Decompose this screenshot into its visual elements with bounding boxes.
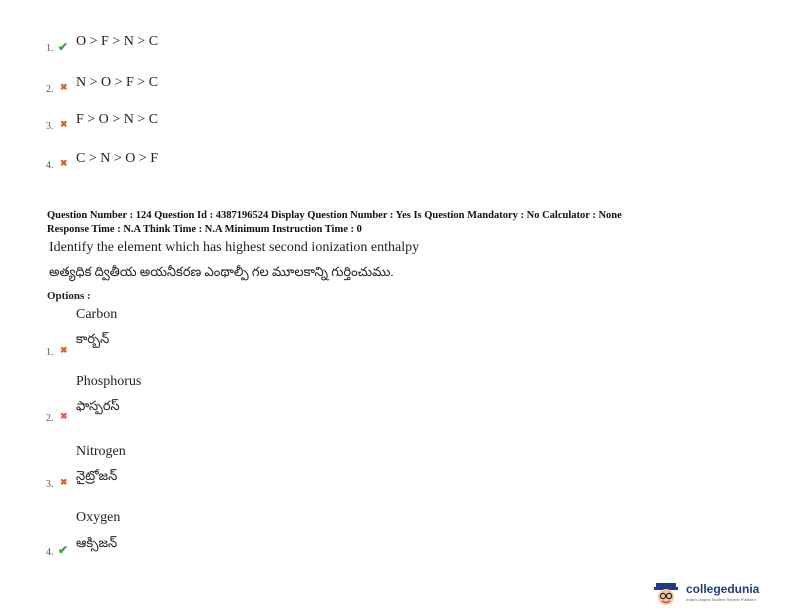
question-meta-line1: Question Number : 124 Question Id : 4387196524 Display Question Number : Yes Is Question Mandatory : No Calculator : None (47, 210, 622, 221)
option-number: 4. (46, 547, 54, 558)
option-text-telugu: నైట్రోజన్ (76, 468, 118, 483)
option-text-english: Phosphorus (76, 374, 142, 389)
question-meta-line2: Response Time : N.A Think Time : N.A Minimum Instruction Time : 0 (47, 224, 362, 235)
logo-name: collegedunia (686, 582, 760, 596)
option-text: F > O > N > C (76, 112, 159, 127)
cross-icon: ✖ (60, 82, 68, 92)
options-label: Options : (47, 290, 91, 302)
option-number: 1. (46, 347, 54, 358)
option-text-telugu: కార్బన్ (76, 331, 110, 346)
option-number: 4. (46, 160, 54, 171)
cross-icon: ✖ (60, 411, 68, 421)
option-text-english: Carbon (76, 307, 118, 322)
option-text-telugu: ఆక్సిజన్ (76, 535, 118, 550)
logo-tagline: India's largest Student Review Platform (686, 597, 756, 602)
collegedunia-logo (652, 580, 786, 610)
question-text-english: Identify the element which has highest second ionization enthalpy (49, 240, 420, 255)
option-number: 2. (46, 84, 54, 95)
option-number: 1. (46, 43, 54, 54)
option-number: 2. (46, 413, 54, 424)
question-text-telugu: అత్యధిక ద్వితీయ అయనీకరణ ఎంథాల్పీ గల మూలకాన్ని గుర్తించుము. (49, 264, 394, 279)
option-number: 3. (46, 121, 54, 132)
option-text-english: Oxygen (76, 510, 121, 525)
cross-icon: ✖ (60, 477, 68, 487)
option-text: C > N > O > F (76, 151, 159, 166)
mascot-icon (652, 580, 682, 610)
check-icon: ✔ (58, 543, 69, 557)
option-number: 3. (46, 479, 54, 490)
cross-icon: ✖ (60, 345, 68, 355)
option-text: O > F > N > C (76, 34, 159, 49)
option-text-english: Nitrogen (76, 444, 126, 459)
option-text-telugu: ఫాస్పరస్ (76, 398, 120, 413)
check-icon: ✔ (58, 40, 69, 54)
option-text: N > O > F > C (76, 75, 159, 90)
cross-icon: ✖ (60, 158, 68, 168)
cross-icon: ✖ (60, 119, 68, 129)
